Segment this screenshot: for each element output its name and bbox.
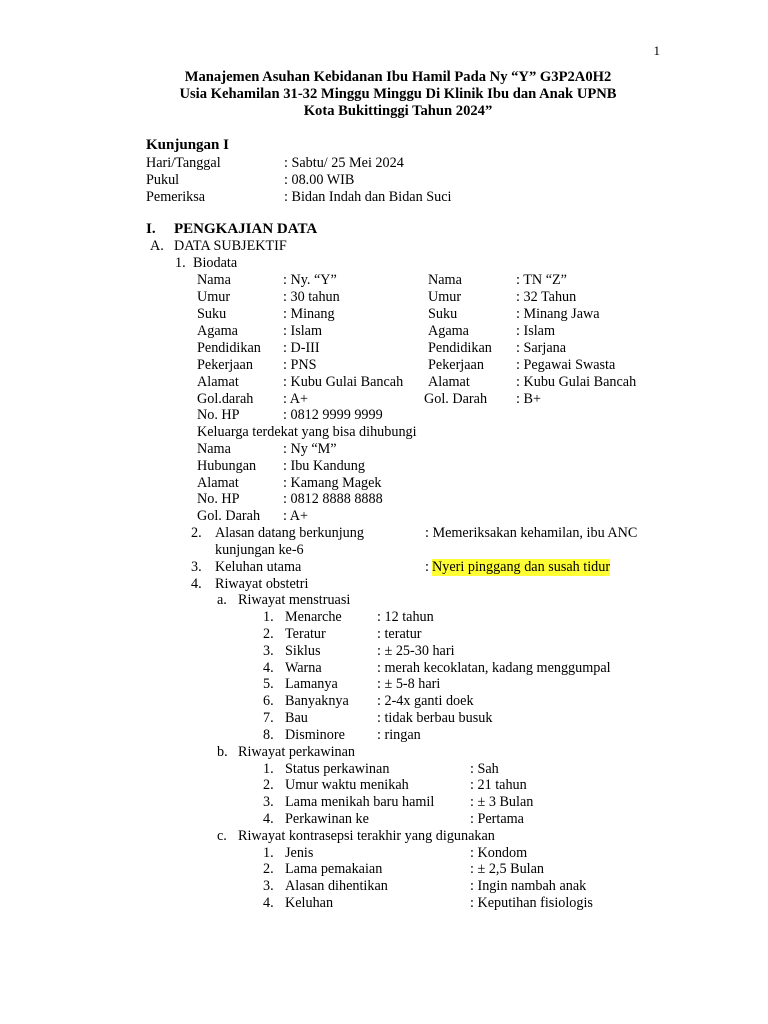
page-number: 1 [653,43,660,58]
title-line-3: Kota Bukittinggi Tahun 2024” [303,103,493,119]
document-page: 1 Manajemen Asuhan Kebidanan Ibu Hamil Pada Ny “Y” G3P2A0H2 Usia Kehamilan 31-32 Minggu Minggu Di Klinik Ibu dan Anak UPNB Kota Bukittinggi Tahun 2024” Kunjungan I Hari/Tanggal : Sabtu/ 25 Mei 2024 Pukul : 08.00 WIB Pemeriksa : Bidan Indah dan Bidan Suci I. PENGKAJIAN DATA A. DATA SUBJEKTIF 1. Biodata Nama : Ny. “Y” Nama : TN “Z” Umur : 30 tahun Umur : 32 Tahun Suku : Minang Suku : Minang Jawa Agama : Islam Agama : Islam Pendidikan : D-III Pendidikan : Sarjana Pekerjaan : PNS Pekerjaan : Pegawai Swasta Alamat : Kubu Gulai Bancah Alamat : Kubu Gulai Bancah Gol.darah : A+ Gol. Darah : B+ No. HP : 0812 9999 9999 Keluarga terdekat yang bisa dihubungi Nama : Ny “M” Hubungan : Ibu Kandung Alamat : Kamang Magek No. HP : 0812 8888 8888 Gol. Darah : A+ 2. Alasan datang berkunjung : Memeriksakan kehamilan, ibu ANC kunjungan ke-6 3. Keluhan utama : Nyeri pinggang dan susah tidur 4. Riwayat obstetri a. Riwayat menstruasi 1. Menarche : 12 tahun 2. Teratur : teratur 3. Siklus : ± 25-30 hari 4. Warna : merah kecoklatan, kadang menggumpal 5. Lamanya : ± 5-8 hari 6. Banyaknya : 2-4x ganti doek 7. Bau : tidak berbau busuk 8. Disminore : ringan b. Riwayat perkawinan 1. Status perkawinan : Sah 2. Umur waktu menikah : 21 tahun 3. Lama menikah baru hamil : ± 3 Bulan 4. Perkawinan ke : Pertama c. Riwayat kontrasepsi terakhir yang digunakan 1. Jenis : Kondom 2. Lama pemakaian : ± 2,5 Bulan 3. Alasan dihentikan : Ingin nambah anak 4. Keluhan : Keputihan fisiologis [0,0,768,1024]
title-line-2: Usia Kehamilan 31-32 Minggu Minggu Di Klinik Ibu dan Anak UPNB [179,86,617,102]
title-line-1: Manajemen Asuhan Kebidanan Ibu Hamil Pada Ny “Y” G3P2A0H2 [184,69,612,85]
highlighted-complaint: Nyeri pinggang dan susah tidur [432,559,611,575]
document-title [100,69,696,120]
